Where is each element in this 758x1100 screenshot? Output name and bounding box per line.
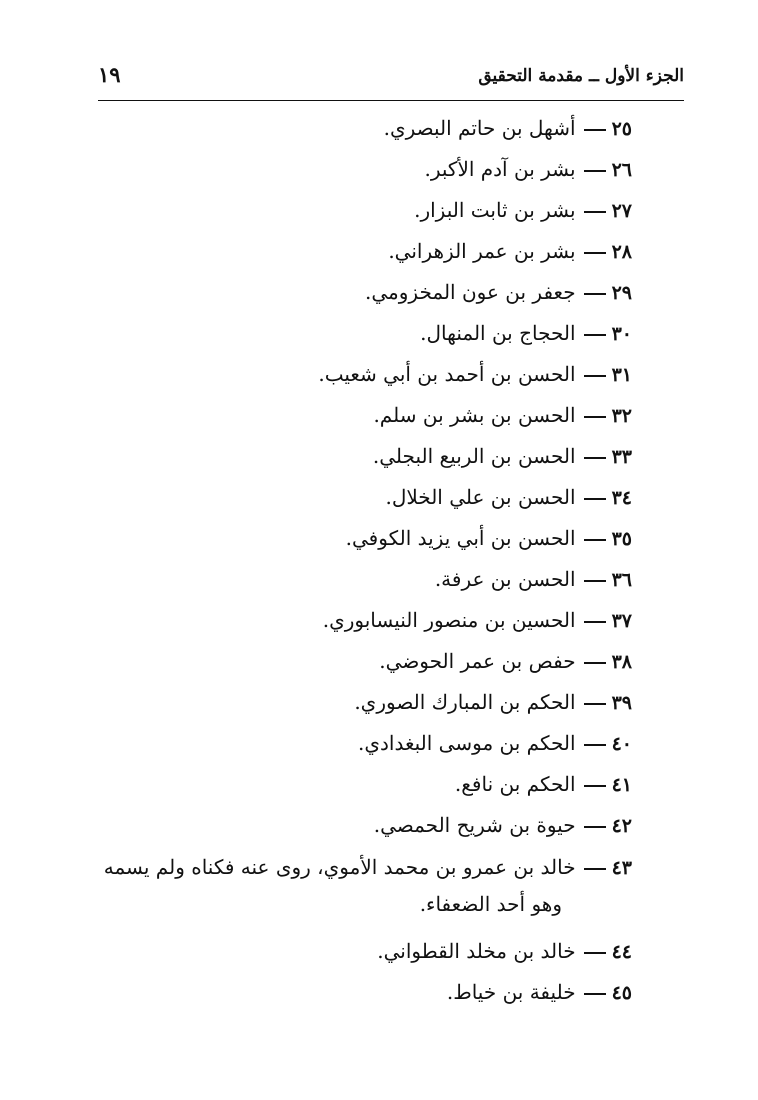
- entry-dash: [584, 785, 606, 787]
- entry-text: الحسن بن أحمد بن أبي شعيب.: [318, 362, 576, 386]
- entry-dash: [584, 539, 606, 541]
- entry-dash: [584, 703, 606, 705]
- list-item: [90, 354, 632, 395]
- entry-number: ٣١: [611, 364, 632, 386]
- entry-number: ٤٣: [611, 857, 632, 879]
- entry-dash: [584, 952, 606, 954]
- entry-text: الحسن بن أبي يزيد الكوفي.: [345, 526, 576, 550]
- entry-text: جعفر بن عون المخزومي.: [365, 280, 576, 304]
- entry-text: بشر بن آدم الأكبر.: [424, 157, 576, 181]
- entry-text: حيوة بن شريح الحمصي.: [373, 813, 576, 837]
- entry-text: الحكم بن المبارك الصوري.: [354, 690, 576, 714]
- entry-dash: [584, 252, 606, 254]
- running-title: الجزء الأول ــ مقدمة التحقيق: [478, 66, 684, 86]
- narrator-list: [90, 108, 632, 1013]
- list-item: [90, 559, 632, 600]
- entry-dash: [584, 868, 606, 870]
- entry-number: ٢٨: [611, 241, 632, 263]
- entry-dash: [584, 457, 606, 459]
- entry-text: بشر بن ثابت البزار.: [414, 198, 576, 222]
- entry-dash: [584, 993, 606, 995]
- entry-number: ٣٦: [611, 569, 632, 591]
- list-item: [90, 931, 632, 972]
- list-item: [90, 395, 632, 436]
- list-item: [90, 600, 632, 641]
- entry-text: خالد بن عمرو بن محمد الأموي، روى عنه فكناه ولم يسمه: [103, 855, 576, 879]
- entry-number: ٣٢: [611, 405, 632, 427]
- list-item: [90, 764, 632, 805]
- entry-dash: [584, 416, 606, 418]
- entry-dash: [584, 375, 606, 377]
- list-item: [90, 682, 632, 723]
- entry-number: ٢٦: [611, 159, 632, 181]
- entry-dash: [584, 621, 606, 623]
- entry-text: الحسن بن عرفة.: [434, 567, 576, 591]
- entry-text: الحسن بن بشر بن سلم.: [373, 403, 576, 427]
- page-header: [98, 58, 684, 98]
- entry-number: ٣٤: [611, 487, 632, 509]
- list-item: [90, 641, 632, 682]
- entry-number: ٣٠: [611, 323, 632, 345]
- list-item: [90, 272, 632, 313]
- list-item: [90, 846, 632, 931]
- entry-number: ٣٧: [611, 610, 632, 632]
- entry-dash: [584, 293, 606, 295]
- page-number: ١٩: [98, 62, 121, 87]
- entry-continuation: وهو أحد الضعفاء.: [419, 892, 562, 916]
- list-item: [90, 436, 632, 477]
- entry-text: الحسين بن منصور النيسابوري.: [322, 608, 576, 632]
- entry-text: حفص بن عمر الحوضي.: [379, 649, 576, 673]
- entry-number: ٣٩: [611, 692, 632, 714]
- entry-dash: [584, 170, 606, 172]
- entry-number: ٤٥: [611, 982, 632, 1004]
- entry-number: ٢٧: [611, 200, 632, 222]
- list-item: [90, 108, 632, 149]
- entry-dash: [584, 826, 606, 828]
- list-item: [90, 723, 632, 764]
- entry-number: ٤١: [611, 774, 632, 796]
- entry-text: خالد بن مخلد القطواني.: [377, 939, 576, 963]
- entry-text: الحسن بن الربيع البجلي.: [372, 444, 576, 468]
- list-item: [90, 313, 632, 354]
- entry-number: ٤٤: [611, 941, 632, 963]
- entry-dash: [584, 580, 606, 582]
- header-divider: [98, 100, 684, 101]
- list-item: [90, 972, 632, 1013]
- entry-number: ٣٨: [611, 651, 632, 673]
- entry-text: الحكم بن موسى البغدادي.: [358, 731, 576, 755]
- entry-dash: [584, 744, 606, 746]
- entry-dash: [584, 129, 606, 131]
- entry-text: الحجاج بن المنهال.: [420, 321, 576, 345]
- entry-number: ٣٥: [611, 528, 632, 550]
- entry-text: الحسن بن علي الخلال.: [385, 485, 576, 509]
- entry-number: ٤٠: [611, 733, 632, 755]
- list-item: [90, 149, 632, 190]
- list-item: [90, 805, 632, 846]
- entry-dash: [584, 334, 606, 336]
- entry-number: ٤٢: [611, 815, 632, 837]
- entry-dash: [584, 662, 606, 664]
- entry-number: ٢٥: [611, 118, 632, 140]
- entry-dash: [584, 211, 606, 213]
- entry-text: بشر بن عمر الزهراني.: [388, 239, 576, 263]
- entry-text: خليفة بن خياط.: [446, 980, 576, 1004]
- list-item: [90, 477, 632, 518]
- list-item: [90, 518, 632, 559]
- list-item: [90, 190, 632, 231]
- entry-text: أشهل بن حاتم البصري.: [383, 116, 576, 140]
- entry-text: الحكم بن نافع.: [454, 772, 576, 796]
- entry-number: ٣٣: [611, 446, 632, 468]
- entry-number: ٢٩: [611, 282, 632, 304]
- entry-dash: [584, 498, 606, 500]
- list-item: [90, 231, 632, 272]
